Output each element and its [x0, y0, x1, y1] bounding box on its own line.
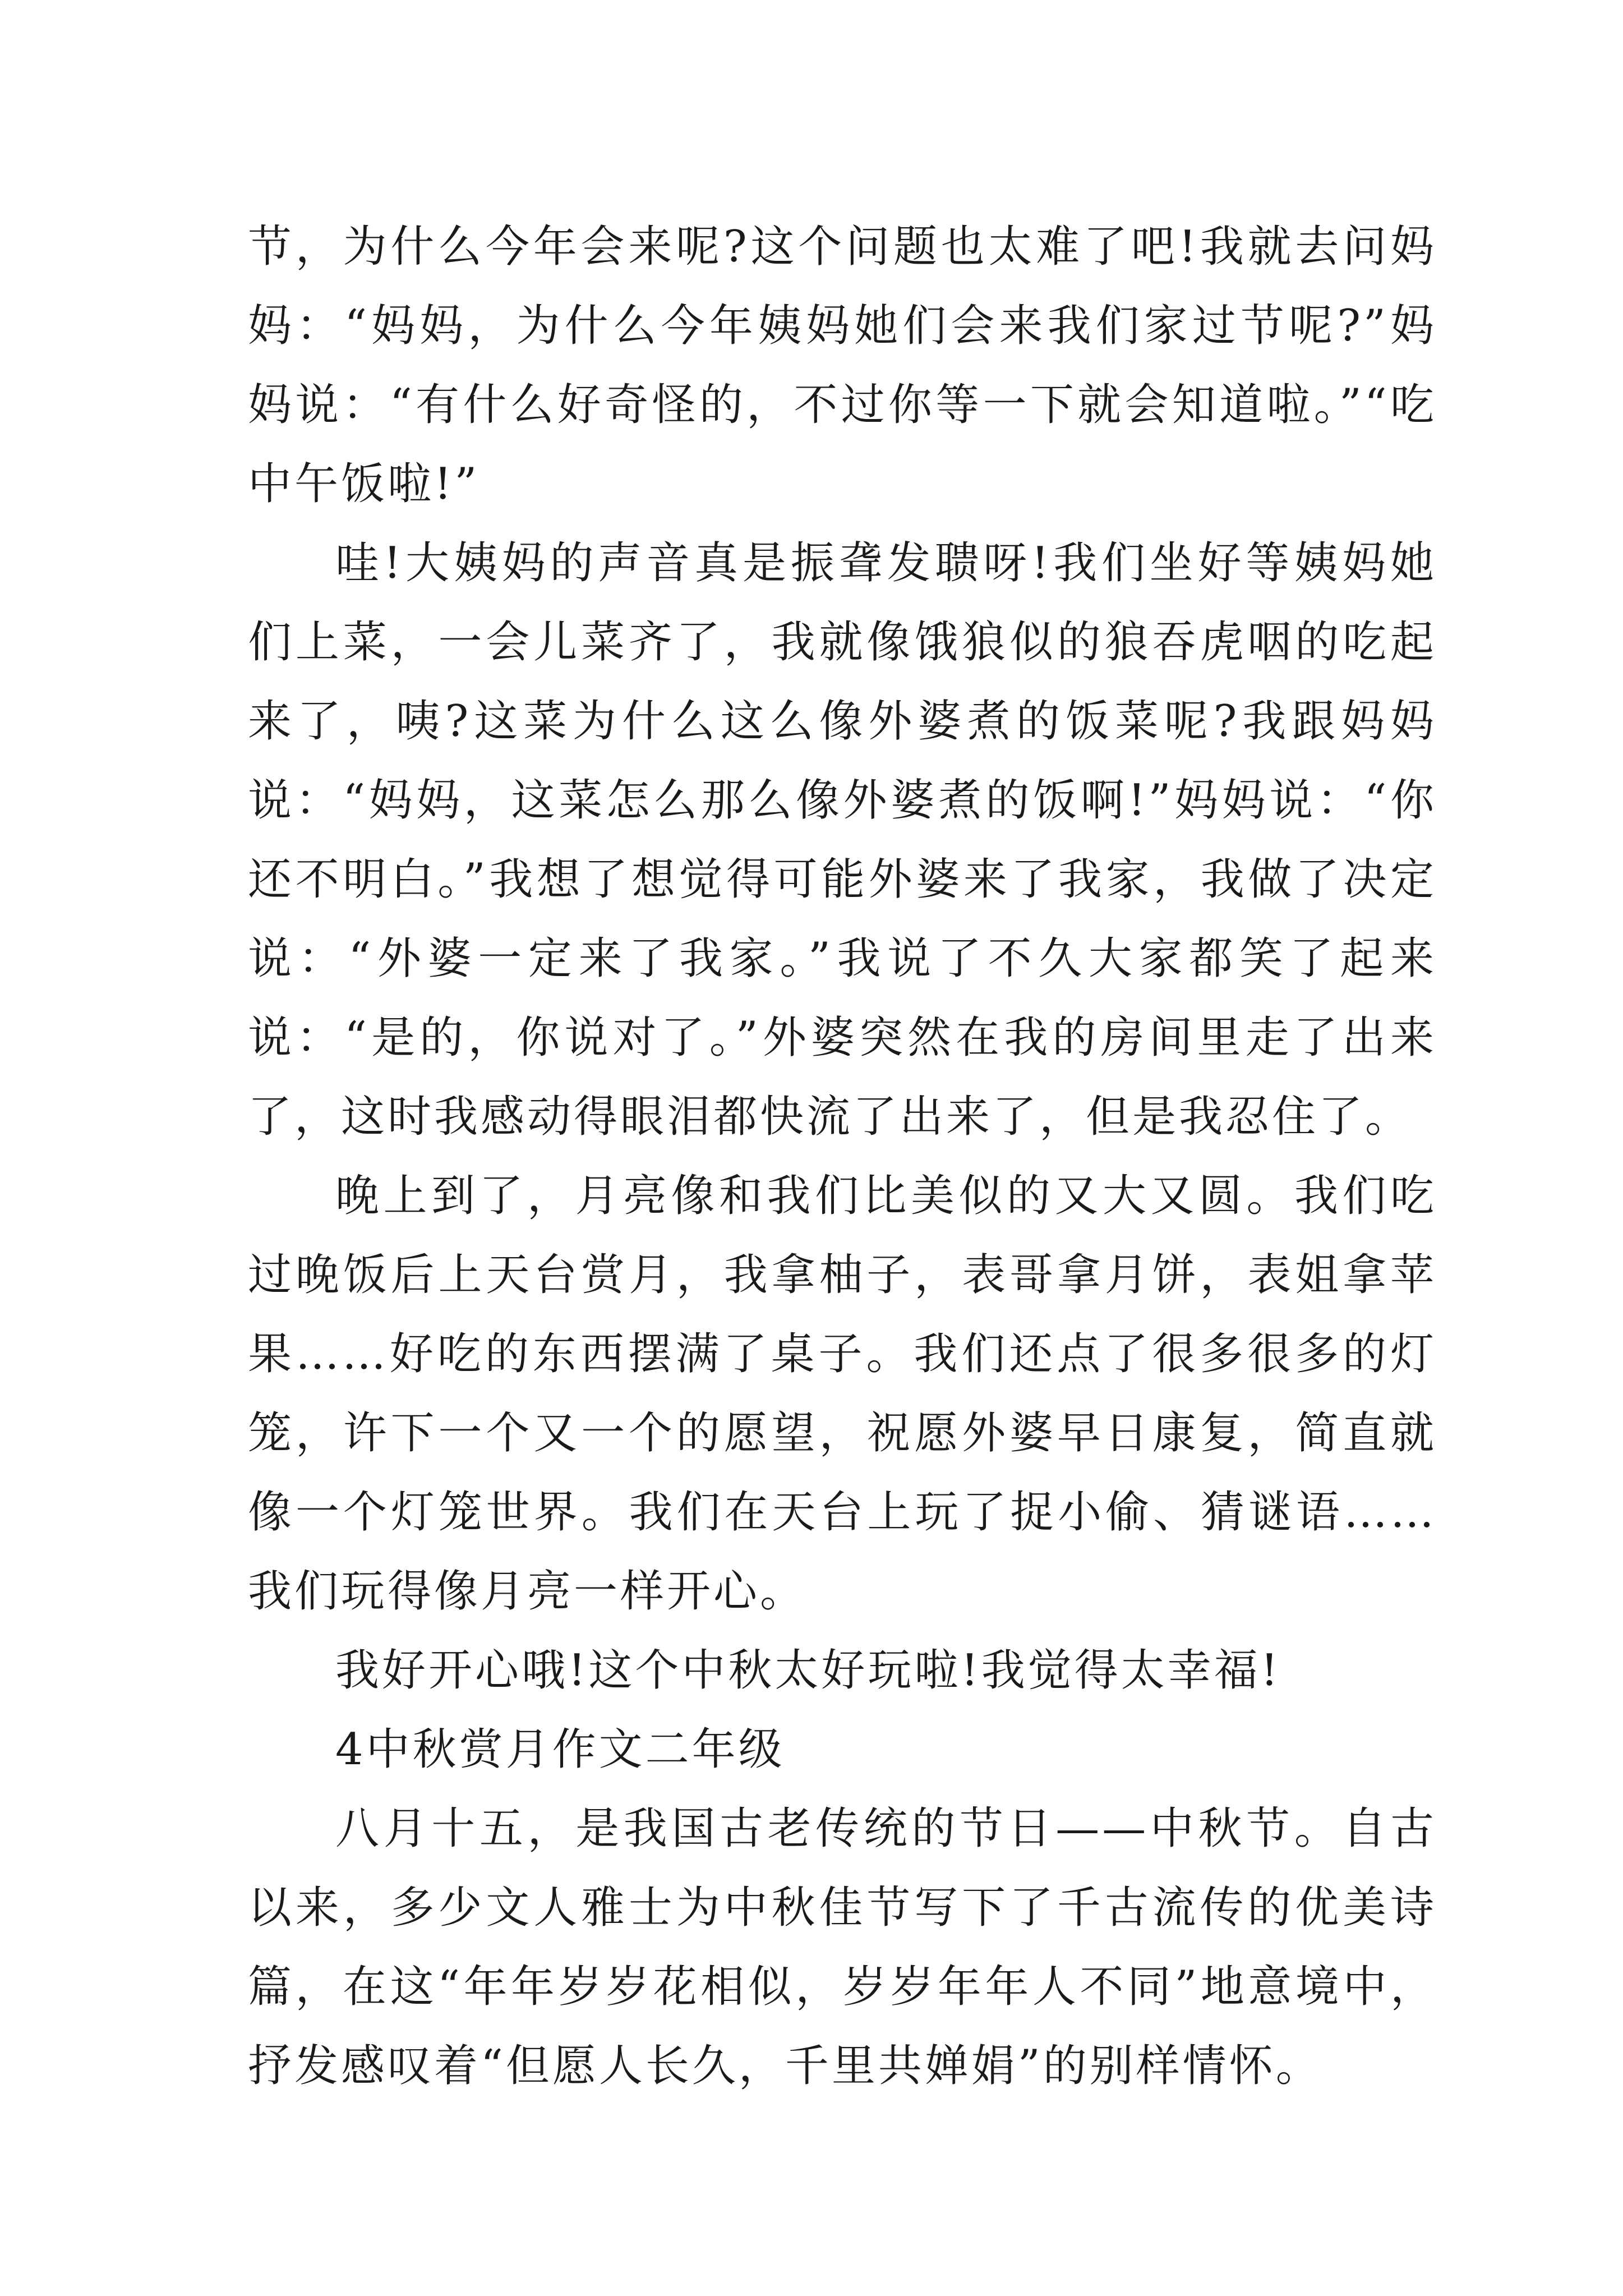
paragraph-4: 我好开心哦!这个中秋太好玩啦!我觉得太幸福!: [335, 1645, 1281, 1696]
document-body: [248, 208, 1437, 2106]
paragraph-2: 哇!大姨妈的声音真是振聋发聩呀!我们坐好等姨妈她们上菜，一会儿菜齐了，我就像饿狼似的狼吞虎咽的吃起来了，咦?这菜为什么这么像外婆煮的饭菜呢?我跟妈妈说：“妈妈，这菜怎么那么像外婆煮的饭啊!”妈妈说：“你还不明白。”我想了想觉得可能外婆来了我家，我做了决定说：“外婆一定来了我家。”我说了不久大家都笑了起来说：“是的，你说对了。”外婆突然在我的房间里走了出来了，这时我感动得眼泪都快流了出来了，但是我忍住了。: [248, 538, 1437, 1142]
section-heading: 4中秋赏月作文二年级: [335, 1724, 785, 1775]
paragraph-1: 节，为什么今年会来呢?这个问题也太难了吧!我就去问妈妈：“妈妈，为什么今年姨妈她们会来我们家过节呢?”妈妈说：“有什么好奇怪的，不过你等一下就会知道啦。”“吃中午饭啦!”: [248, 222, 1437, 509]
paragraph-3: 晚上到了，月亮像和我们比美似的又大又圆。我们吃过晚饭后上天台赏月，我拿柚子，表哥拿月饼，表姐拿苹果……好吃的东西摆满了桌子。我们还点了很多很多的灯笼，许下一个又一个的愿望，祝愿外婆早日康复，简直就像一个灯笼世界。我们在天台上玩了捉小偷、猜谜语……我们玩得像月亮一样开心。: [248, 1171, 1437, 1617]
paragraph-5: 八月十五，是我国古老传统的节日——中秋节。自古以来，多少文人雅士为中秋佳节写下了千古流传的优美诗篇，在这“年年岁岁花相似，岁岁年年人不同”地意境中，抒发感叹着“但愿人长久，千里共婵娟”的别样情怀。: [248, 1803, 1437, 2091]
